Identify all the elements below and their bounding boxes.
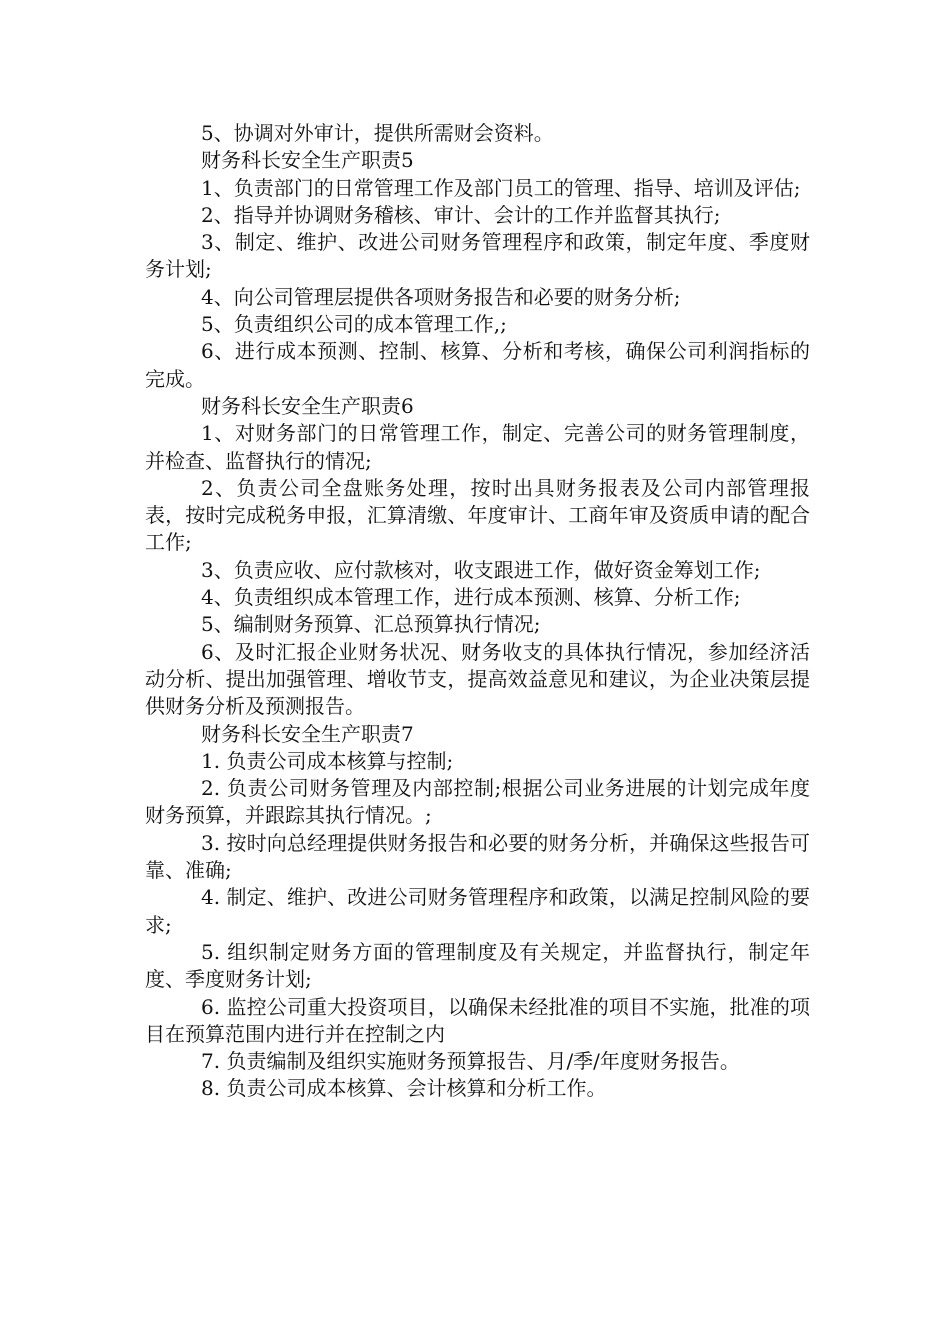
- paragraph-item: 1、对财务部门的日常管理工作，制定、完善公司的财务管理制度，并检查、监督执行的情况;: [145, 421, 810, 473]
- paragraph-item: 4、负责组织成本管理工作，进行成本预测、核算、分析工作;: [201, 585, 741, 610]
- paragraph-item: 1. 负责公司成本核算与控制;: [201, 748, 454, 773]
- paragraph-item: 3. 按时向总经理提供财务报告和必要的财务分析，并确保这些报告可靠、准确;: [145, 830, 810, 883]
- document-page: [145, 120, 810, 1103]
- paragraph-item: 6、进行成本预测、控制、核算、分析和考核，确保公司利润指标的完成。: [145, 339, 810, 391]
- paragraph-item: 8. 负责公司成本核算、会计核算和分析工作。: [201, 1076, 607, 1101]
- paragraph-item: 3、负责应收、应付款核对，收支跟进工作，做好资金筹划工作;: [201, 557, 761, 582]
- paragraph-item: 4. 制定、维护、改进公司财务管理程序和政策，以满足控制风险的要求;: [145, 885, 810, 937]
- paragraph-item: 6. 监控公司重大投资项目，以确保未经批准的项目不实施，批准的项目在预算范围内进行并在控制之内: [145, 994, 810, 1046]
- paragraph-item: 6、及时汇报企业财务状况、财务收支的具体执行情况，参加经济活动分析、提出加强管理、增收节支，提高效益意见和建议，为企业决策层提供财务分析及预测报告。: [145, 639, 810, 719]
- paragraph-item: 5、负责组织公司的成本管理工作,;: [201, 312, 507, 337]
- paragraph-item: 2、负责公司全盘账务处理，按时出具财务报表及公司内部管理报表，按时完成税务申报，汇算清缴、年度审计、工商年审及资质申请的配合工作;: [145, 475, 810, 555]
- paragraph-item: 3、制定、维护、改进公司财务管理程序和政策，制定年度、季度财务计划;: [145, 230, 810, 282]
- paragraph-item: 5. 组织制定财务方面的管理制度及有关规定，并监督执行，制定年度、季度财务计划;: [145, 939, 810, 992]
- paragraph-item: 1、负责部门的日常管理工作及部门员工的管理、指导、培训及评估;: [201, 175, 801, 200]
- section-heading: 财务科长安全生产职责6: [201, 393, 414, 418]
- section-heading: 财务科长安全生产职责5: [201, 148, 414, 173]
- paragraph-item: 4、向公司管理层提供各项财务报告和必要的财务分析;: [201, 284, 681, 309]
- paragraph-item: 2. 负责公司财务管理及内部控制;根据公司业务进展的计划完成年度财务预算，并跟踪其执行情况。;: [145, 776, 810, 828]
- paragraph-item: 7. 负责编制及组织实施财务预算报告、月/季/年度财务报告。: [201, 1049, 740, 1074]
- section-heading: 财务科长安全生产职责7: [201, 721, 414, 746]
- paragraph-item: 2、指导并协调财务稽核、审计、会计的工作并监督其执行;: [201, 202, 721, 227]
- paragraph-item: 5、编制财务预算、汇总预算执行情况;: [201, 612, 541, 637]
- paragraph-item: 5、协调对外审计，提供所需财会资料。: [201, 121, 554, 145]
